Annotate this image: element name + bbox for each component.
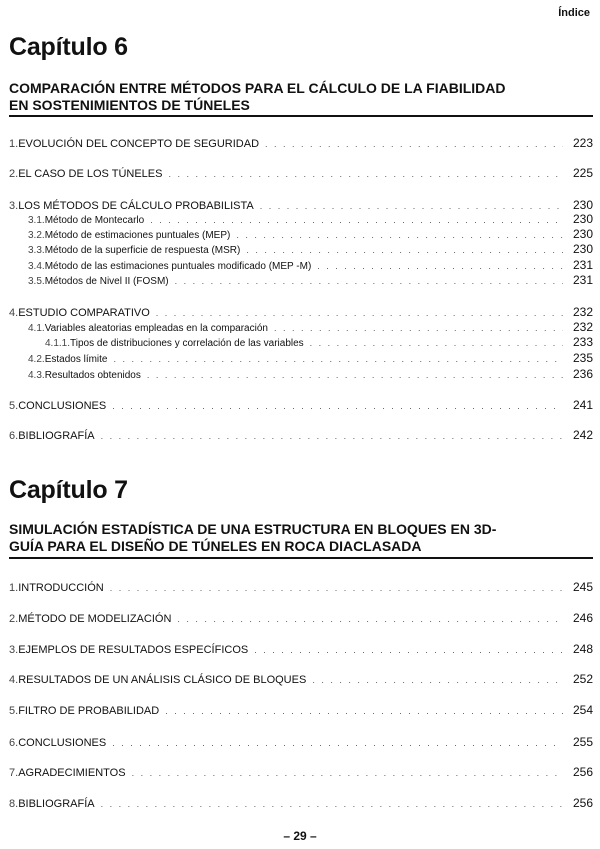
toc-entry-number: 1. [9, 582, 19, 594]
toc-entry-title: EVOLUCIÓN DEL CONCEPTO DE SEGURIDAD [18, 138, 260, 150]
chapter-7-subtitle [9, 521, 593, 555]
leader-dots [165, 706, 563, 716]
toc-entry-number: 2. [9, 168, 19, 180]
toc-entry-number: 4.3. [28, 370, 45, 381]
toc-entry-title: Método de estimaciones puntuales (MEP) [44, 230, 231, 241]
toc-entry[interactable] [9, 198, 593, 212]
toc-entry-number: 4. [9, 307, 19, 319]
toc-entry-page: 232 [572, 305, 593, 319]
page-number: – 29 – [283, 829, 317, 843]
leader-dots [168, 169, 563, 179]
toc-entry-title: BIBLIOGRAFÍA [18, 798, 95, 810]
leader-dots [265, 139, 563, 149]
toc-entry[interactable] [28, 227, 593, 241]
toc-entry[interactable] [9, 398, 593, 412]
toc-entry-page: 230 [572, 227, 593, 241]
chapter-6-title: Capítulo 6 [9, 33, 128, 61]
toc-entry-number: 3.1. [28, 215, 45, 226]
toc-entry-title: Tipos de distribuciones y correlación de las variables [70, 338, 304, 349]
toc-entry-title: BIBLIOGRAFÍA [18, 430, 95, 442]
toc-entry-title: FILTRO DE PROBABILIDAD [18, 705, 160, 717]
leader-dots [310, 338, 563, 348]
toc-entry-title: Método de las estimaciones puntuales modificado (MEP -M) [44, 261, 312, 272]
toc-entry-page: 241 [572, 398, 593, 412]
chapter-6-rule [9, 115, 593, 117]
toc-entry-title: EJEMPLOS DE RESULTADOS ESPECÍFICOS [18, 644, 249, 656]
toc-entry-title: AGRADECIMIENTOS [18, 767, 126, 779]
toc-entry-page: 256 [572, 765, 593, 779]
toc-entry[interactable] [9, 136, 593, 150]
toc-entry-number: 4.2. [28, 354, 45, 365]
toc-entry-number: 3.2. [28, 230, 45, 241]
toc-entry-page: 235 [572, 351, 593, 365]
toc-entry-title: LOS MÉTODOS DE CÁLCULO PROBABILISTA [18, 200, 254, 212]
toc-entry-page: 242 [572, 428, 593, 442]
toc-entry[interactable] [28, 212, 593, 226]
toc-entry[interactable] [9, 796, 593, 810]
leader-dots [236, 230, 563, 240]
toc-entry-title: ESTUDIO COMPARATIVO [18, 307, 150, 319]
toc-entry[interactable] [9, 735, 593, 749]
leader-dots [114, 354, 564, 364]
leader-dots [110, 583, 563, 593]
toc-entry-title: Métodos de Nivel II (FOSM) [44, 276, 169, 287]
leader-dots [312, 675, 563, 685]
leader-dots [260, 201, 563, 211]
toc-entry-page: 252 [572, 672, 593, 686]
toc-entry-page: 254 [572, 703, 593, 717]
chapter-6-subtitle [9, 80, 593, 114]
toc-entry-number: 6. [9, 737, 19, 749]
toc-entry[interactable] [9, 765, 593, 779]
toc-entry[interactable] [28, 273, 593, 287]
toc-entry-number: 4. [9, 674, 19, 686]
toc-entry-title: INTRODUCCIÓN [18, 582, 104, 594]
toc-entry-page: 223 [572, 136, 593, 150]
toc-entry-number: 5. [9, 705, 19, 717]
toc-entry-number: 3. [9, 200, 19, 212]
leader-dots [112, 401, 563, 411]
toc-entry-page: 225 [572, 166, 593, 180]
toc-entry-number: 8. [9, 798, 19, 810]
chapter-7-rule [9, 557, 593, 559]
toc-entry-number: 5. [9, 400, 19, 412]
leader-dots [274, 323, 563, 333]
leader-dots [132, 768, 563, 778]
toc-entry[interactable] [9, 672, 593, 686]
toc-entry-title: CONCLUSIONES [18, 400, 107, 412]
toc-entry-page: 236 [572, 367, 593, 381]
toc-entry-page: 233 [572, 335, 593, 349]
chapter-7-title: Capítulo 7 [9, 476, 128, 504]
toc-entry[interactable] [9, 305, 593, 319]
toc-entry[interactable] [28, 258, 593, 272]
leader-dots [254, 645, 563, 655]
chapter-7-subtitle-line1: SIMULACIÓN ESTADÍSTICA DE UNA ESTRUCTURA EN BLOQUES EN 3D- [9, 521, 497, 537]
toc-entry-page: 232 [572, 320, 593, 334]
toc-entry-title: EL CASO DE LOS TÚNELES [18, 168, 163, 180]
toc-entry[interactable] [9, 428, 593, 442]
toc-entry[interactable] [28, 351, 593, 365]
toc-entry-title: RESULTADOS DE UN ANÁLISIS CLÁSICO DE BLOQUES [18, 674, 307, 686]
toc-entry-number: 3. [9, 644, 19, 656]
leader-dots [175, 276, 563, 286]
toc-entry[interactable] [45, 335, 593, 349]
leader-dots [147, 370, 563, 380]
toc-entry-page: 248 [572, 642, 593, 656]
toc-entry[interactable] [9, 166, 593, 180]
toc-entry-page: 245 [572, 580, 593, 594]
toc-entry-title: Método de la superficie de respuesta (MSR) [44, 245, 241, 256]
leader-dots [150, 215, 563, 225]
toc-entry-page: 256 [572, 796, 593, 810]
toc-entry[interactable] [9, 642, 593, 656]
toc-entry-page: 255 [572, 735, 593, 749]
toc-entry-number: 3.5. [28, 276, 45, 287]
toc-entry-page: 231 [572, 273, 593, 287]
toc-entry-number: 6. [9, 430, 19, 442]
toc-entry[interactable] [9, 611, 593, 625]
toc-entry-number: 4.1.1. [45, 338, 71, 349]
toc-entry-title: Variables aleatorias empleadas en la comparación [44, 323, 268, 334]
toc-entry-page: 246 [572, 611, 593, 625]
leader-dots [101, 431, 563, 441]
toc-entry[interactable] [9, 580, 593, 594]
toc-entry-title: CONCLUSIONES [18, 737, 107, 749]
chapter-6-subtitle-line1: COMPARACIÓN ENTRE MÉTODOS PARA EL CÁLCULO DE LA FIABILIDAD [9, 80, 506, 96]
toc-entry-title: MÉTODO DE MODELIZACIÓN [18, 613, 172, 625]
leader-dots [246, 245, 563, 255]
chapter-6-subtitle-line2: EN SOSTENIMIENTOS DE TÚNELES [9, 97, 250, 113]
toc-entry-number: 3.3. [28, 245, 45, 256]
toc-entry-page: 230 [572, 198, 593, 212]
leader-dots [101, 799, 563, 809]
toc-entry[interactable] [9, 703, 593, 717]
toc-entry[interactable] [28, 367, 593, 381]
toc-entry-title: Estados límite [44, 354, 108, 365]
toc-entry-number: 7. [9, 767, 19, 779]
leader-dots [177, 614, 563, 624]
index-header: Índice [558, 7, 590, 19]
toc-entry-number: 3.4. [28, 261, 45, 272]
leader-dots [112, 738, 563, 748]
toc-entry-title: Resultados obtenidos [44, 370, 141, 381]
toc-entry[interactable] [28, 320, 593, 334]
toc-entry-page: 230 [572, 242, 593, 256]
toc-entry-page: 231 [572, 258, 593, 272]
toc-entry-title: Método de Montecarlo [44, 215, 145, 226]
toc-entry-number: 2. [9, 613, 19, 625]
leader-dots [156, 308, 563, 318]
leader-dots [317, 261, 563, 271]
toc-entry-number: 4.1. [28, 323, 45, 334]
toc-entry-page: 230 [572, 212, 593, 226]
toc-entry-number: 1. [9, 138, 19, 150]
chapter-7-subtitle-line2: GUÍA PARA EL DISEÑO DE TÚNELES EN ROCA DIACLASADA [9, 538, 422, 554]
toc-entry[interactable] [28, 242, 593, 256]
